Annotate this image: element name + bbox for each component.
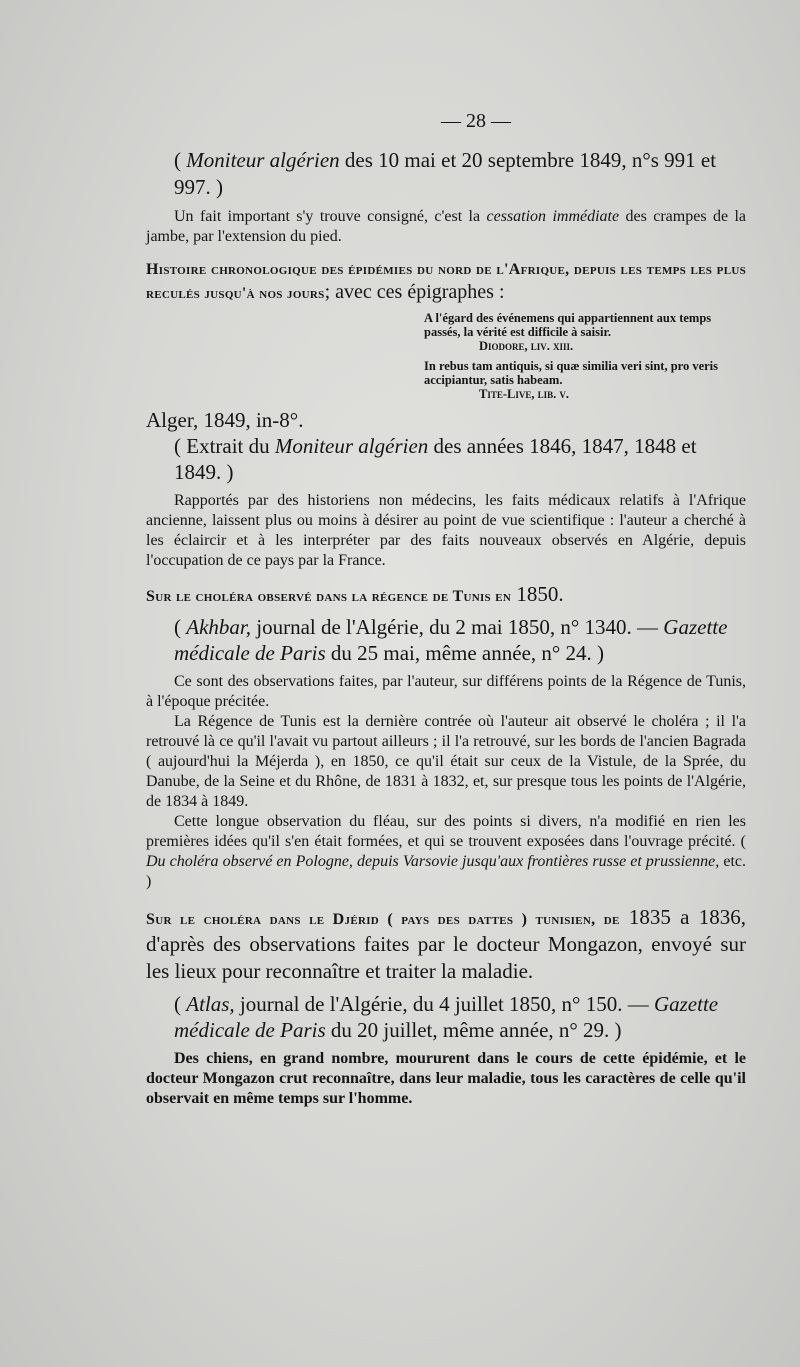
page-number: — 28 — xyxy=(441,110,511,132)
citation-title-2: Gazette médicale de Paris xyxy=(174,992,719,1042)
heading-cholera-djerid xyxy=(146,904,746,985)
citation-moniteur-1849 xyxy=(146,147,746,201)
citation-prefix: ( xyxy=(174,992,187,1016)
citation-atlas xyxy=(146,991,746,1043)
paragraph-text: Cette longue observation du fléau, sur des points si divers, n'a modifié en rien les premières idées qu'il s'en était formées, et qui se trouvent exposées dans l'ouvrage précité. ( xyxy=(146,813,746,850)
citation-rest-2: du 20 juillet, même année, n° 29. ) xyxy=(325,1018,622,1042)
citation-rest: des années 1846, 1847, 1848 et 1849. ) xyxy=(174,434,697,484)
paragraph-regence: La Régence de Tunis est la dernière contrée où l'auteur ait observé le choléra ; il l'a retrouvé là ce qu'il l'avait vu partout ailleurs ; il l'a retrouvé, sur les bords de l'ancien Bagrada ( aujourd'hui la Méjerda ), en 1850, ce qu'il était sur ceux de la Vistule, de la Sprée, du Danube, de la Seine et du Rhône, de 1831 à 1832, et, sur presque tous les points de l'Algérie, de 1834 à 1849. xyxy=(146,713,746,810)
epigraph-diodore xyxy=(424,311,746,353)
citation-title: Akhbar, xyxy=(186,615,251,639)
paragraph-rest: etc. ) xyxy=(146,853,746,890)
heading-tail: ; avec ces épigraphes : xyxy=(324,281,505,303)
citation-rest-2: du 25 mai, même année, n° 24. ) xyxy=(325,641,605,665)
citation-title: Atlas, xyxy=(186,992,235,1016)
heading-tail: 1835 a 1836, d'après des observations faites par le docteur Mongazon, envoyé sur les lieux pour reconnaître et traiter la maladie. xyxy=(146,905,746,983)
heading-cholera-tunis xyxy=(146,583,746,608)
heading-caps: Histoire chronologique des épidémies du nord de l'Afrique, depuis les temps les plus reculés jusqu'à nos jours xyxy=(146,261,746,302)
epigraph-text: In rebus tam antiquis, si quæ similia veri sint, pro veris accipiantur, satis habeam. xyxy=(424,359,719,387)
page-text xyxy=(146,110,746,1109)
paragraph-crampes xyxy=(146,207,746,247)
paragraph-rest: des crampes de la jambe, par l'extension du pied. xyxy=(146,208,747,245)
heading-caps: Sur le choléra dans le Djérid ( pays des dattes ) tunisien, de xyxy=(146,911,620,928)
publication-info: Alger, 1849, in-8°. xyxy=(146,408,304,432)
heading-histoire-chronologique xyxy=(146,259,746,305)
heading-caps: Sur le choléra observé dans la régence de Tunis en xyxy=(146,588,512,605)
citation-rest: journal de l'Algérie, du 2 mai 1850, n° 1340. — xyxy=(251,615,664,639)
citation-rest: journal de l'Algérie, du 4 juillet 1850, n° 150. — xyxy=(234,992,654,1016)
citation-title-2: Gazette médicale de Paris xyxy=(174,615,728,665)
paragraph-emphasis: cessation immédiate xyxy=(486,208,620,225)
epigraph-attribution: Diodore, liv. xiii. xyxy=(479,339,574,353)
citation-rest: des 10 mai et 20 septembre 1849, n°s 991 et 997. ) xyxy=(174,148,717,199)
citation-title: Moniteur algérien xyxy=(186,148,340,172)
epigraph-tite-live xyxy=(424,359,746,401)
heading-tail: 1850. xyxy=(511,582,564,606)
paragraph-rapportes: Rapportés par des historiens non médecins, les faits médicaux relatifs à l'Afrique ancienne, laissent plus ou moins à désirer au point de vue scientifique : l'auteur a cherché à les éclaircir et à les interpréter par des faits nouveaux observés en Algérie, depuis l'occupation de ce pays par la France. xyxy=(146,492,746,569)
epigraph-attribution: Tite-Live, lib. v. xyxy=(479,387,569,401)
citation-prefix: ( xyxy=(174,148,187,172)
citation-moniteur-extrait xyxy=(146,433,746,485)
paragraph-observations: Ce sont des observations faites, par l'auteur, sur différens points de la Régence de Tunis, à l'époque précitée. xyxy=(146,673,746,710)
paragraph-chiens: Des chiens, en grand nombre, moururent dans le cours de cette épidémie, et le docteur Mongazon crut reconnaître, dans leur maladie, tous les caractères de celle qu'il observait en même temps sur l'homme. xyxy=(146,1050,746,1107)
paragraph-longue-observation xyxy=(146,812,746,892)
paragraph-emphasis: Du choléra observé en Pologne, depuis Varsovie jusqu'aux frontières russe et prussienne, xyxy=(146,853,720,870)
citation-title: Moniteur algérien xyxy=(274,434,429,458)
citation-prefix: ( Extrait du xyxy=(174,434,275,458)
citation-prefix: ( xyxy=(174,615,187,639)
citation-akhbar xyxy=(146,614,746,666)
epigraph-text: A l'égard des événemens qui appartiennent aux temps passés, la vérité est difficile à saisir. xyxy=(424,311,712,339)
paragraph-text: Un fait important s'y trouve consigné, c'est la xyxy=(174,208,487,225)
